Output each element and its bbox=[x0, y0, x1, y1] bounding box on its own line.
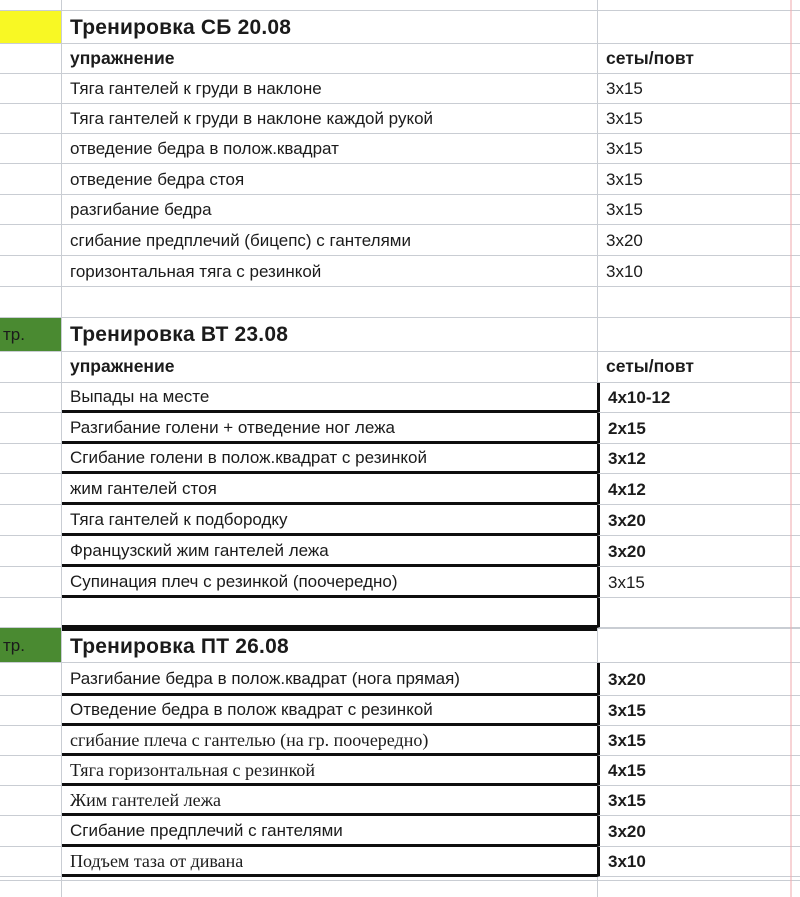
sets-cell[interactable] bbox=[597, 444, 800, 474]
exercise-text: Французский жим гантелей лежа bbox=[70, 540, 329, 560]
sets-header: сеты/повт bbox=[606, 47, 694, 68]
sheet-row bbox=[0, 383, 800, 413]
exercise-cell[interactable] bbox=[62, 567, 597, 598]
sheet-row bbox=[0, 44, 800, 74]
exercise-cell[interactable] bbox=[62, 74, 597, 104]
sheet-row bbox=[0, 134, 800, 164]
row-index-cell[interactable] bbox=[0, 726, 62, 756]
exercise-text: Сгибание предплечий с гантелями bbox=[70, 820, 343, 840]
row-index-cell[interactable] bbox=[0, 505, 62, 536]
sheet-row bbox=[0, 444, 800, 474]
row-index-cell[interactable] bbox=[0, 786, 62, 816]
sheet-row bbox=[0, 164, 800, 195]
sets-cell[interactable] bbox=[597, 598, 800, 628]
sets-cell[interactable] bbox=[597, 104, 800, 134]
marker-label: тр. bbox=[3, 635, 25, 655]
sets-text: 3х15 bbox=[608, 572, 645, 592]
exercise-text: Выпады на месте bbox=[70, 387, 210, 406]
sets-cell[interactable] bbox=[597, 786, 800, 816]
exercise-cell[interactable] bbox=[62, 881, 597, 897]
sheet-row bbox=[0, 318, 800, 352]
sheet-row bbox=[0, 287, 800, 318]
row-index-cell[interactable] bbox=[0, 134, 62, 164]
row-index-cell[interactable] bbox=[0, 567, 62, 598]
exercise-cell[interactable] bbox=[62, 134, 597, 164]
exercise-cell[interactable] bbox=[62, 164, 597, 195]
sheet-row bbox=[0, 505, 800, 536]
exercise-cell[interactable] bbox=[62, 505, 597, 536]
exercise-cell[interactable] bbox=[62, 256, 597, 287]
sheet-row bbox=[0, 786, 800, 816]
exercise-header: упражнение bbox=[70, 356, 175, 377]
sheet-row bbox=[0, 847, 800, 877]
exercise-text: Сгибание голени в полож.квадрат с резинкой bbox=[70, 448, 427, 467]
sets-cell[interactable] bbox=[597, 318, 800, 352]
exercise-text: Жим гантелей лежа bbox=[70, 789, 222, 810]
sets-cell[interactable] bbox=[597, 756, 800, 786]
sets-cell[interactable] bbox=[597, 74, 800, 104]
row-marker-cell[interactable] bbox=[0, 318, 62, 352]
row-index-cell[interactable] bbox=[0, 536, 62, 567]
exercise-cell[interactable] bbox=[62, 598, 597, 628]
section-title: Тренировка ПТ 26.08 bbox=[70, 635, 289, 658]
sheet-row bbox=[0, 11, 800, 44]
sets-text: 2х15 bbox=[608, 418, 646, 438]
sets-header-cell[interactable] bbox=[597, 352, 800, 383]
exercise-text: Супинация плеч с резинкой (поочередно) bbox=[70, 571, 398, 591]
row-index-cell[interactable] bbox=[0, 598, 62, 628]
row-index-cell[interactable] bbox=[0, 104, 62, 134]
sets-cell[interactable] bbox=[597, 164, 800, 195]
row-index-cell[interactable] bbox=[0, 816, 62, 847]
exercise-cell[interactable] bbox=[62, 663, 597, 696]
sheet-row bbox=[0, 663, 800, 696]
section-title: Тренировка СБ 20.08 bbox=[70, 15, 292, 39]
exercise-cell[interactable] bbox=[62, 287, 597, 318]
sets-cell[interactable] bbox=[597, 134, 800, 164]
exercise-cell[interactable] bbox=[62, 726, 597, 756]
sheet-row bbox=[0, 628, 800, 663]
sets-text: 3х10 bbox=[606, 261, 643, 281]
sets-text: 3х20 bbox=[608, 821, 646, 841]
exercise-cell[interactable] bbox=[62, 444, 597, 474]
sets-text: 3х15 bbox=[608, 701, 646, 720]
exercise-text: Тяга гантелей к груди в наклоне bbox=[70, 79, 322, 98]
row-index-cell[interactable] bbox=[0, 256, 62, 287]
exercise-header-cell[interactable] bbox=[62, 44, 597, 74]
exercise-cell[interactable] bbox=[62, 195, 597, 225]
sets-cell[interactable] bbox=[597, 195, 800, 225]
sets-text: 4х15 bbox=[608, 761, 646, 780]
exercise-text: Разгибание голени + отведение ног лежа bbox=[70, 417, 395, 437]
sets-cell[interactable] bbox=[597, 847, 800, 877]
sheet-row bbox=[0, 413, 800, 444]
row-index-cell[interactable] bbox=[0, 881, 62, 897]
sets-cell[interactable] bbox=[597, 383, 800, 413]
sets-text: 4х10-12 bbox=[608, 388, 671, 407]
sets-text: 3х20 bbox=[608, 669, 646, 689]
row-index-cell[interactable] bbox=[0, 352, 62, 383]
sets-text: 3х15 bbox=[606, 169, 643, 189]
sets-text: 3х15 bbox=[606, 79, 643, 98]
sets-text: 4х12 bbox=[608, 479, 646, 499]
sets-cell[interactable] bbox=[597, 663, 800, 696]
exercise-text: Разгибание бедра в полож.квадрат (нога прямая) bbox=[70, 668, 460, 688]
sets-cell[interactable] bbox=[597, 881, 800, 897]
row-index-cell[interactable] bbox=[0, 164, 62, 195]
sets-header-cell[interactable] bbox=[597, 44, 800, 74]
exercise-text: отведение бедра стоя bbox=[70, 169, 245, 189]
sets-text: 3х15 bbox=[606, 109, 643, 128]
sheet-row bbox=[0, 696, 800, 726]
exercise-text: Подъем таза от дивана bbox=[70, 850, 244, 871]
sets-text: 3х20 bbox=[608, 510, 646, 530]
exercise-cell[interactable] bbox=[62, 0, 597, 11]
row-index-cell[interactable] bbox=[0, 44, 62, 74]
row-index-cell[interactable] bbox=[0, 287, 62, 318]
sheet-row bbox=[0, 881, 800, 897]
sets-text: 3х20 bbox=[608, 541, 646, 561]
row-index-cell[interactable] bbox=[0, 74, 62, 104]
exercise-text: отведение бедра в полож.квадрат bbox=[70, 139, 339, 158]
row-index-cell[interactable] bbox=[0, 383, 62, 413]
sheet-row bbox=[0, 816, 800, 847]
exercise-cell[interactable] bbox=[62, 225, 597, 256]
exercise-cell[interactable] bbox=[62, 816, 597, 847]
exercise-text: разгибание бедра bbox=[70, 200, 212, 219]
exercise-cell[interactable] bbox=[62, 536, 597, 567]
sets-text: 3х20 bbox=[606, 230, 643, 250]
section-title-cell[interactable] bbox=[62, 11, 597, 44]
sets-cell[interactable] bbox=[597, 628, 800, 663]
sets-header: сеты/повт bbox=[606, 356, 694, 377]
exercise-cell[interactable] bbox=[62, 786, 597, 816]
section-title: Тренировка ВТ 23.08 bbox=[70, 323, 289, 346]
row-index-cell[interactable] bbox=[0, 444, 62, 474]
row-index-cell[interactable] bbox=[0, 413, 62, 444]
sets-cell[interactable] bbox=[597, 536, 800, 567]
exercise-text: жим гантелей стоя bbox=[70, 478, 217, 498]
row-index-cell[interactable] bbox=[0, 696, 62, 726]
exercise-header: упражнение bbox=[70, 47, 175, 68]
sets-text: 3х15 bbox=[606, 200, 643, 219]
exercise-cell[interactable] bbox=[62, 413, 597, 444]
sheet-row bbox=[0, 726, 800, 756]
marker-label: тр. bbox=[3, 325, 25, 344]
sets-text: 3х10 bbox=[608, 852, 646, 871]
sets-cell[interactable] bbox=[597, 567, 800, 598]
row-index-cell[interactable] bbox=[0, 756, 62, 786]
section-title-cell[interactable] bbox=[62, 628, 597, 663]
row-index-cell[interactable] bbox=[0, 847, 62, 877]
row-marker-cell[interactable] bbox=[0, 11, 62, 44]
sets-cell[interactable] bbox=[597, 505, 800, 536]
row-index-cell[interactable] bbox=[0, 195, 62, 225]
exercise-text: сгибание предплечий (бицепс) с гантелями bbox=[70, 230, 411, 250]
sheet-row bbox=[0, 567, 800, 598]
sets-cell[interactable] bbox=[597, 287, 800, 318]
exercise-cell[interactable] bbox=[62, 383, 597, 413]
sheet-row bbox=[0, 195, 800, 225]
exercise-cell[interactable] bbox=[62, 474, 597, 505]
sheet-row bbox=[0, 256, 800, 287]
exercise-cell[interactable] bbox=[62, 756, 597, 786]
sets-cell[interactable] bbox=[597, 816, 800, 847]
row-index-cell[interactable] bbox=[0, 474, 62, 505]
sheet-row bbox=[0, 104, 800, 134]
sets-cell[interactable] bbox=[597, 696, 800, 726]
sets-cell[interactable] bbox=[597, 726, 800, 756]
sheet-row bbox=[0, 756, 800, 786]
sheet-row bbox=[0, 474, 800, 505]
sets-text: 3х15 bbox=[608, 791, 646, 810]
row-index-cell[interactable] bbox=[0, 663, 62, 696]
sets-text: 3х15 bbox=[606, 139, 643, 158]
row-index-cell[interactable] bbox=[0, 0, 62, 11]
exercise-cell[interactable] bbox=[62, 104, 597, 134]
exercise-text: сгибание плеча с гантелью (на гр. поочередно) bbox=[70, 729, 429, 750]
exercise-cell[interactable] bbox=[62, 847, 597, 877]
exercise-cell[interactable] bbox=[62, 696, 597, 726]
exercise-header-cell[interactable] bbox=[62, 352, 597, 383]
exercise-text: Тяга гантелей к подбородку bbox=[70, 509, 288, 529]
sheet-row bbox=[0, 225, 800, 256]
exercise-text: горизонтальная тяга с резинкой bbox=[70, 261, 322, 281]
sheet-row bbox=[0, 536, 800, 567]
sets-cell[interactable] bbox=[597, 413, 800, 444]
sheet-row bbox=[0, 74, 800, 104]
sheet-row bbox=[0, 0, 800, 11]
sheet-row bbox=[0, 352, 800, 383]
exercise-text: Отведение бедра в полож квадрат с резинкой bbox=[70, 700, 433, 719]
sets-text: 3х12 bbox=[608, 449, 646, 468]
sets-cell[interactable] bbox=[597, 0, 800, 11]
exercise-text: Тяга горизонтальная с резинкой bbox=[70, 759, 316, 780]
sets-cell[interactable] bbox=[597, 256, 800, 287]
sets-cell[interactable] bbox=[597, 11, 800, 44]
sets-text: 3х15 bbox=[608, 731, 646, 750]
exercise-text: Тяга гантелей к груди в наклоне каждой рукой bbox=[70, 109, 434, 128]
sets-cell[interactable] bbox=[597, 474, 800, 505]
row-index-cell[interactable] bbox=[0, 225, 62, 256]
sets-cell[interactable] bbox=[597, 225, 800, 256]
sheet-row bbox=[0, 598, 800, 628]
row-marker-cell[interactable] bbox=[0, 628, 62, 663]
section-title-cell[interactable] bbox=[62, 318, 597, 352]
